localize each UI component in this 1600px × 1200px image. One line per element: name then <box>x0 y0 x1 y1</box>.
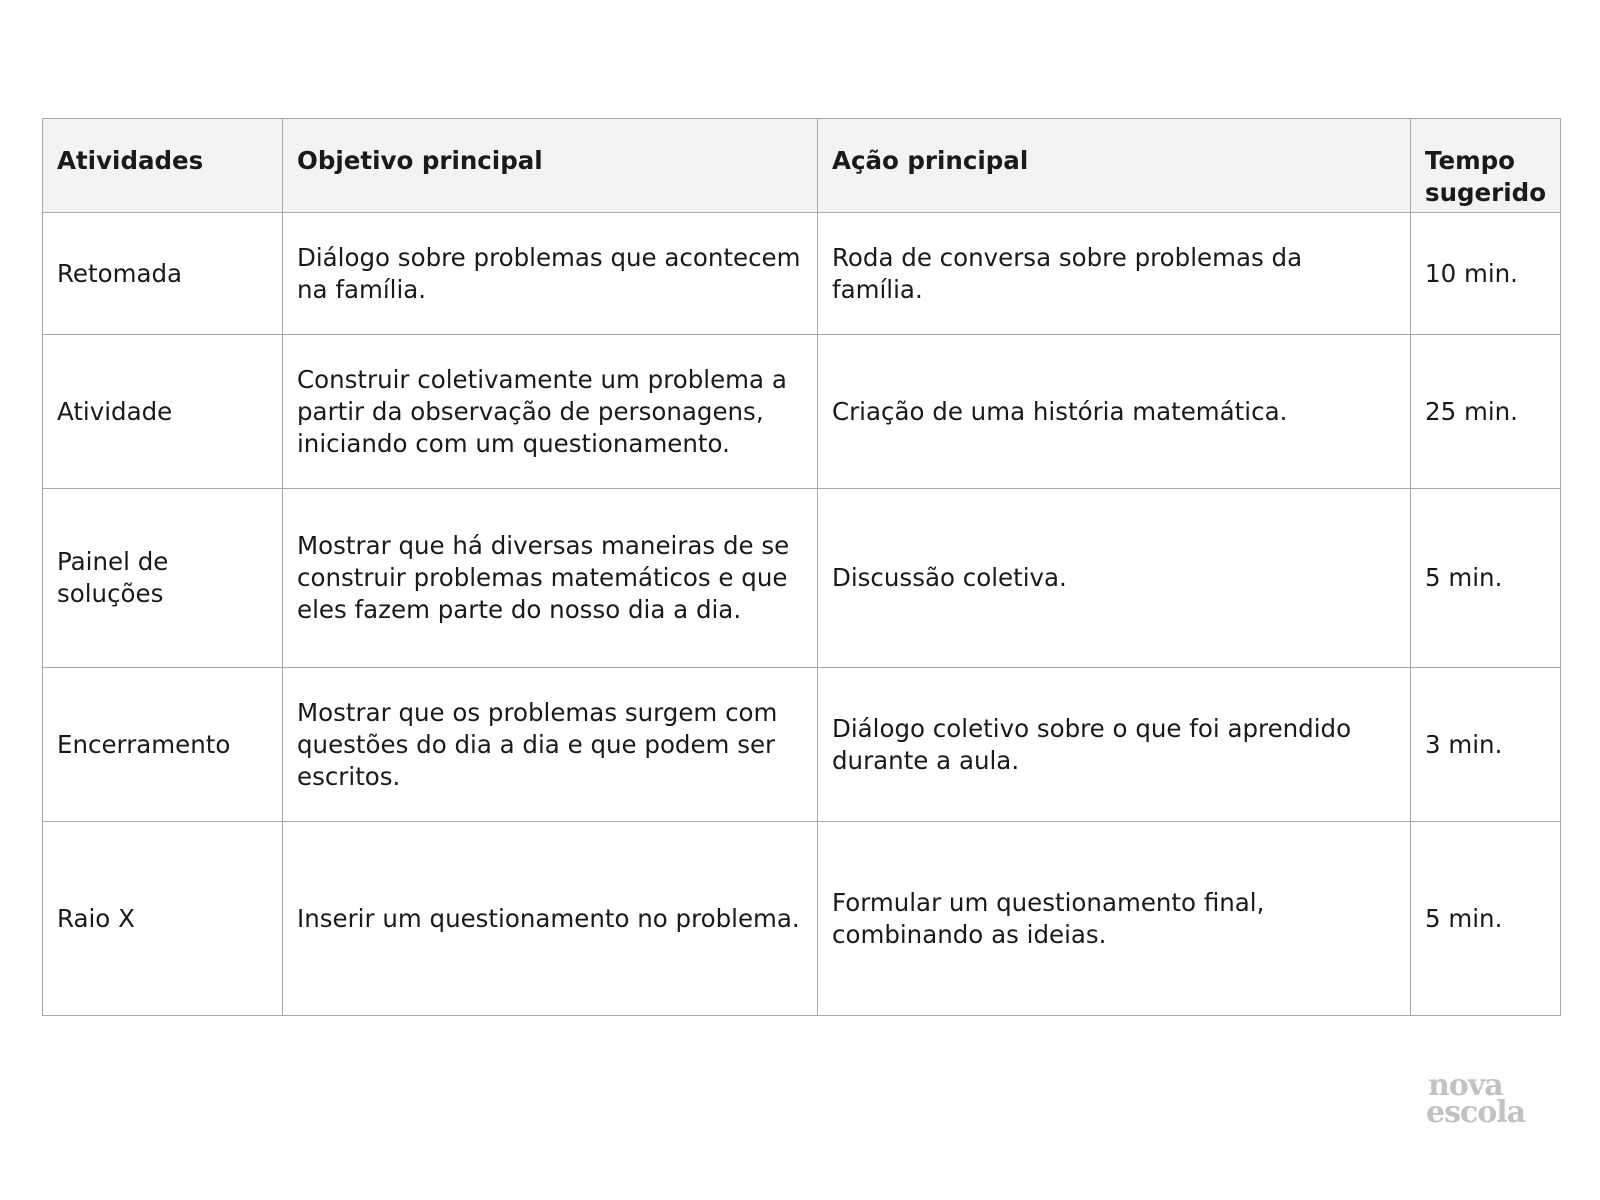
table-row <box>43 213 1561 335</box>
cell-tempo: 25 min. <box>1411 335 1561 489</box>
cell-tempo: 10 min. <box>1411 213 1561 335</box>
cell-acao: Criação de uma história matemática. <box>818 335 1411 489</box>
table-row <box>43 489 1561 668</box>
cell-objetivo: Inserir um questionamento no problema. <box>283 822 818 1016</box>
header-atividades: Atividades <box>43 119 283 213</box>
lesson-plan-table <box>42 118 1561 1016</box>
header-objetivo: Objetivo principal <box>283 119 818 213</box>
cell-acao: Discussão coletiva. <box>818 489 1411 668</box>
header-tempo: Tempo sugerido <box>1411 119 1561 213</box>
logo-line-nova: nova <box>1428 1068 1503 1103</box>
header-acao: Ação principal <box>818 119 1411 213</box>
cell-atividade: Painel de soluções <box>43 489 283 668</box>
nova-escola-logo <box>1426 1068 1526 1130</box>
table-row <box>43 335 1561 489</box>
table-row <box>43 668 1561 822</box>
table-row <box>43 822 1561 1016</box>
cell-atividade: Raio X <box>43 822 283 1016</box>
cell-tempo: 3 min. <box>1411 668 1561 822</box>
cell-acao: Diálogo coletivo sobre o que foi aprendido durante a aula. <box>818 668 1411 822</box>
cell-tempo: 5 min. <box>1411 489 1561 668</box>
logo-line-escola: escola <box>1426 1095 1526 1130</box>
cell-acao: Formular um questionamento final, combinando as ideias. <box>818 822 1411 1016</box>
cell-acao: Roda de conversa sobre problemas da família. <box>818 213 1411 335</box>
cell-atividade: Encerramento <box>43 668 283 822</box>
cell-objetivo: Diálogo sobre problemas que acontecem na família. <box>283 213 818 335</box>
cell-tempo: 5 min. <box>1411 822 1561 1016</box>
cell-objetivo: Mostrar que há diversas maneiras de se construir problemas matemáticos e que eles fazem parte do nosso dia a dia. <box>283 489 818 668</box>
table-header-row <box>43 119 1561 213</box>
cell-atividade: Retomada <box>43 213 283 335</box>
cell-atividade: Atividade <box>43 335 283 489</box>
cell-objetivo: Mostrar que os problemas surgem com questões do dia a dia e que podem ser escritos. <box>283 668 818 822</box>
cell-objetivo: Construir coletivamente um problema a partir da observação de personagens, iniciando com um questionamento. <box>283 335 818 489</box>
